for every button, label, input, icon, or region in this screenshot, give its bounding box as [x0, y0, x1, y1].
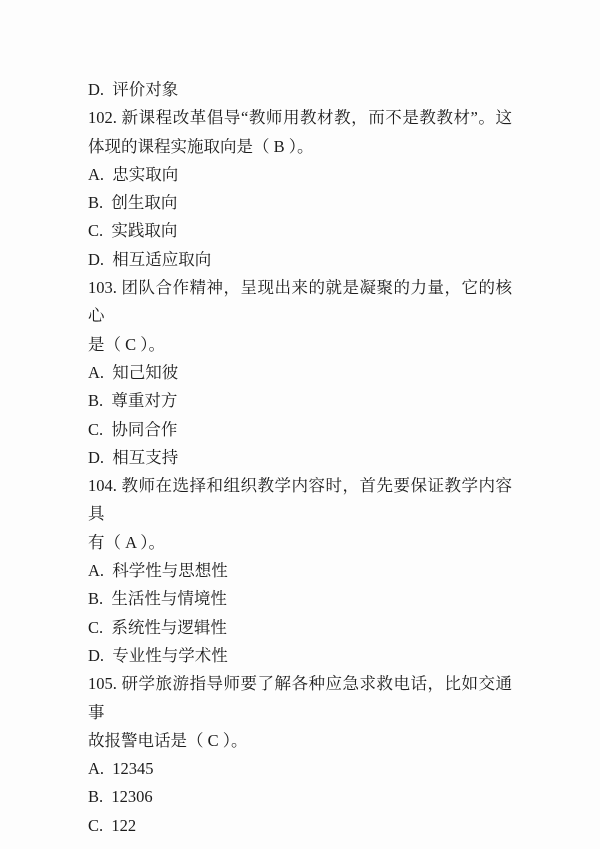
q104-option-d: D. 专业性与学术性	[88, 645, 228, 665]
q102-option-c: C. 实践取向	[88, 221, 178, 241]
q102-option-d: D. 相互适应取向	[88, 249, 212, 269]
q104-stem-line2: 有（ A ）。	[88, 532, 166, 552]
q103-option-a: A. 知己知彼	[88, 362, 179, 382]
q105-option-a: A. 12345	[88, 759, 154, 779]
q103-stem-line1: 103. 团队合作精神，呈现出来的就是凝聚的力量，它的核心	[88, 278, 512, 326]
q102-stem-line1: 102. 新课程改革倡导“教师用教材教，而不是教教材”。这	[88, 108, 512, 128]
exam-text-block	[88, 76, 512, 840]
q103-stem-line2: 是（ C ）。	[88, 334, 166, 354]
q105-option-b: B. 12306	[88, 787, 153, 807]
q103-option-b: B. 尊重对方	[88, 391, 178, 411]
q104-stem-line1: 104. 教师在选择和组织教学内容时，首先要保证教学内容具	[88, 476, 512, 524]
q104-option-b: B. 生活性与情境性	[88, 589, 227, 609]
q103-option-c: C. 协同合作	[88, 419, 178, 439]
q102-stem-line2: 体现的课程实施取向是（ B ）。	[88, 136, 314, 156]
q105-stem-line1: 105. 研学旅游指导师要了解各种应急求救电话，比如交通事	[88, 674, 512, 722]
q105-option-c: C. 122	[88, 815, 137, 835]
q103-option-d: D. 相互支持	[88, 447, 179, 467]
q104-option-c: C. 系统性与逻辑性	[88, 617, 227, 637]
q105-stem-line2: 故报警电话是（ C ）。	[88, 730, 248, 750]
q101-option-d: D. 评价对象	[88, 80, 179, 99]
q104-option-a: A. 科学性与思想性	[88, 561, 228, 581]
q102-option-b: B. 创生取向	[88, 193, 178, 213]
q102-option-a: A. 忠实取向	[88, 164, 179, 184]
